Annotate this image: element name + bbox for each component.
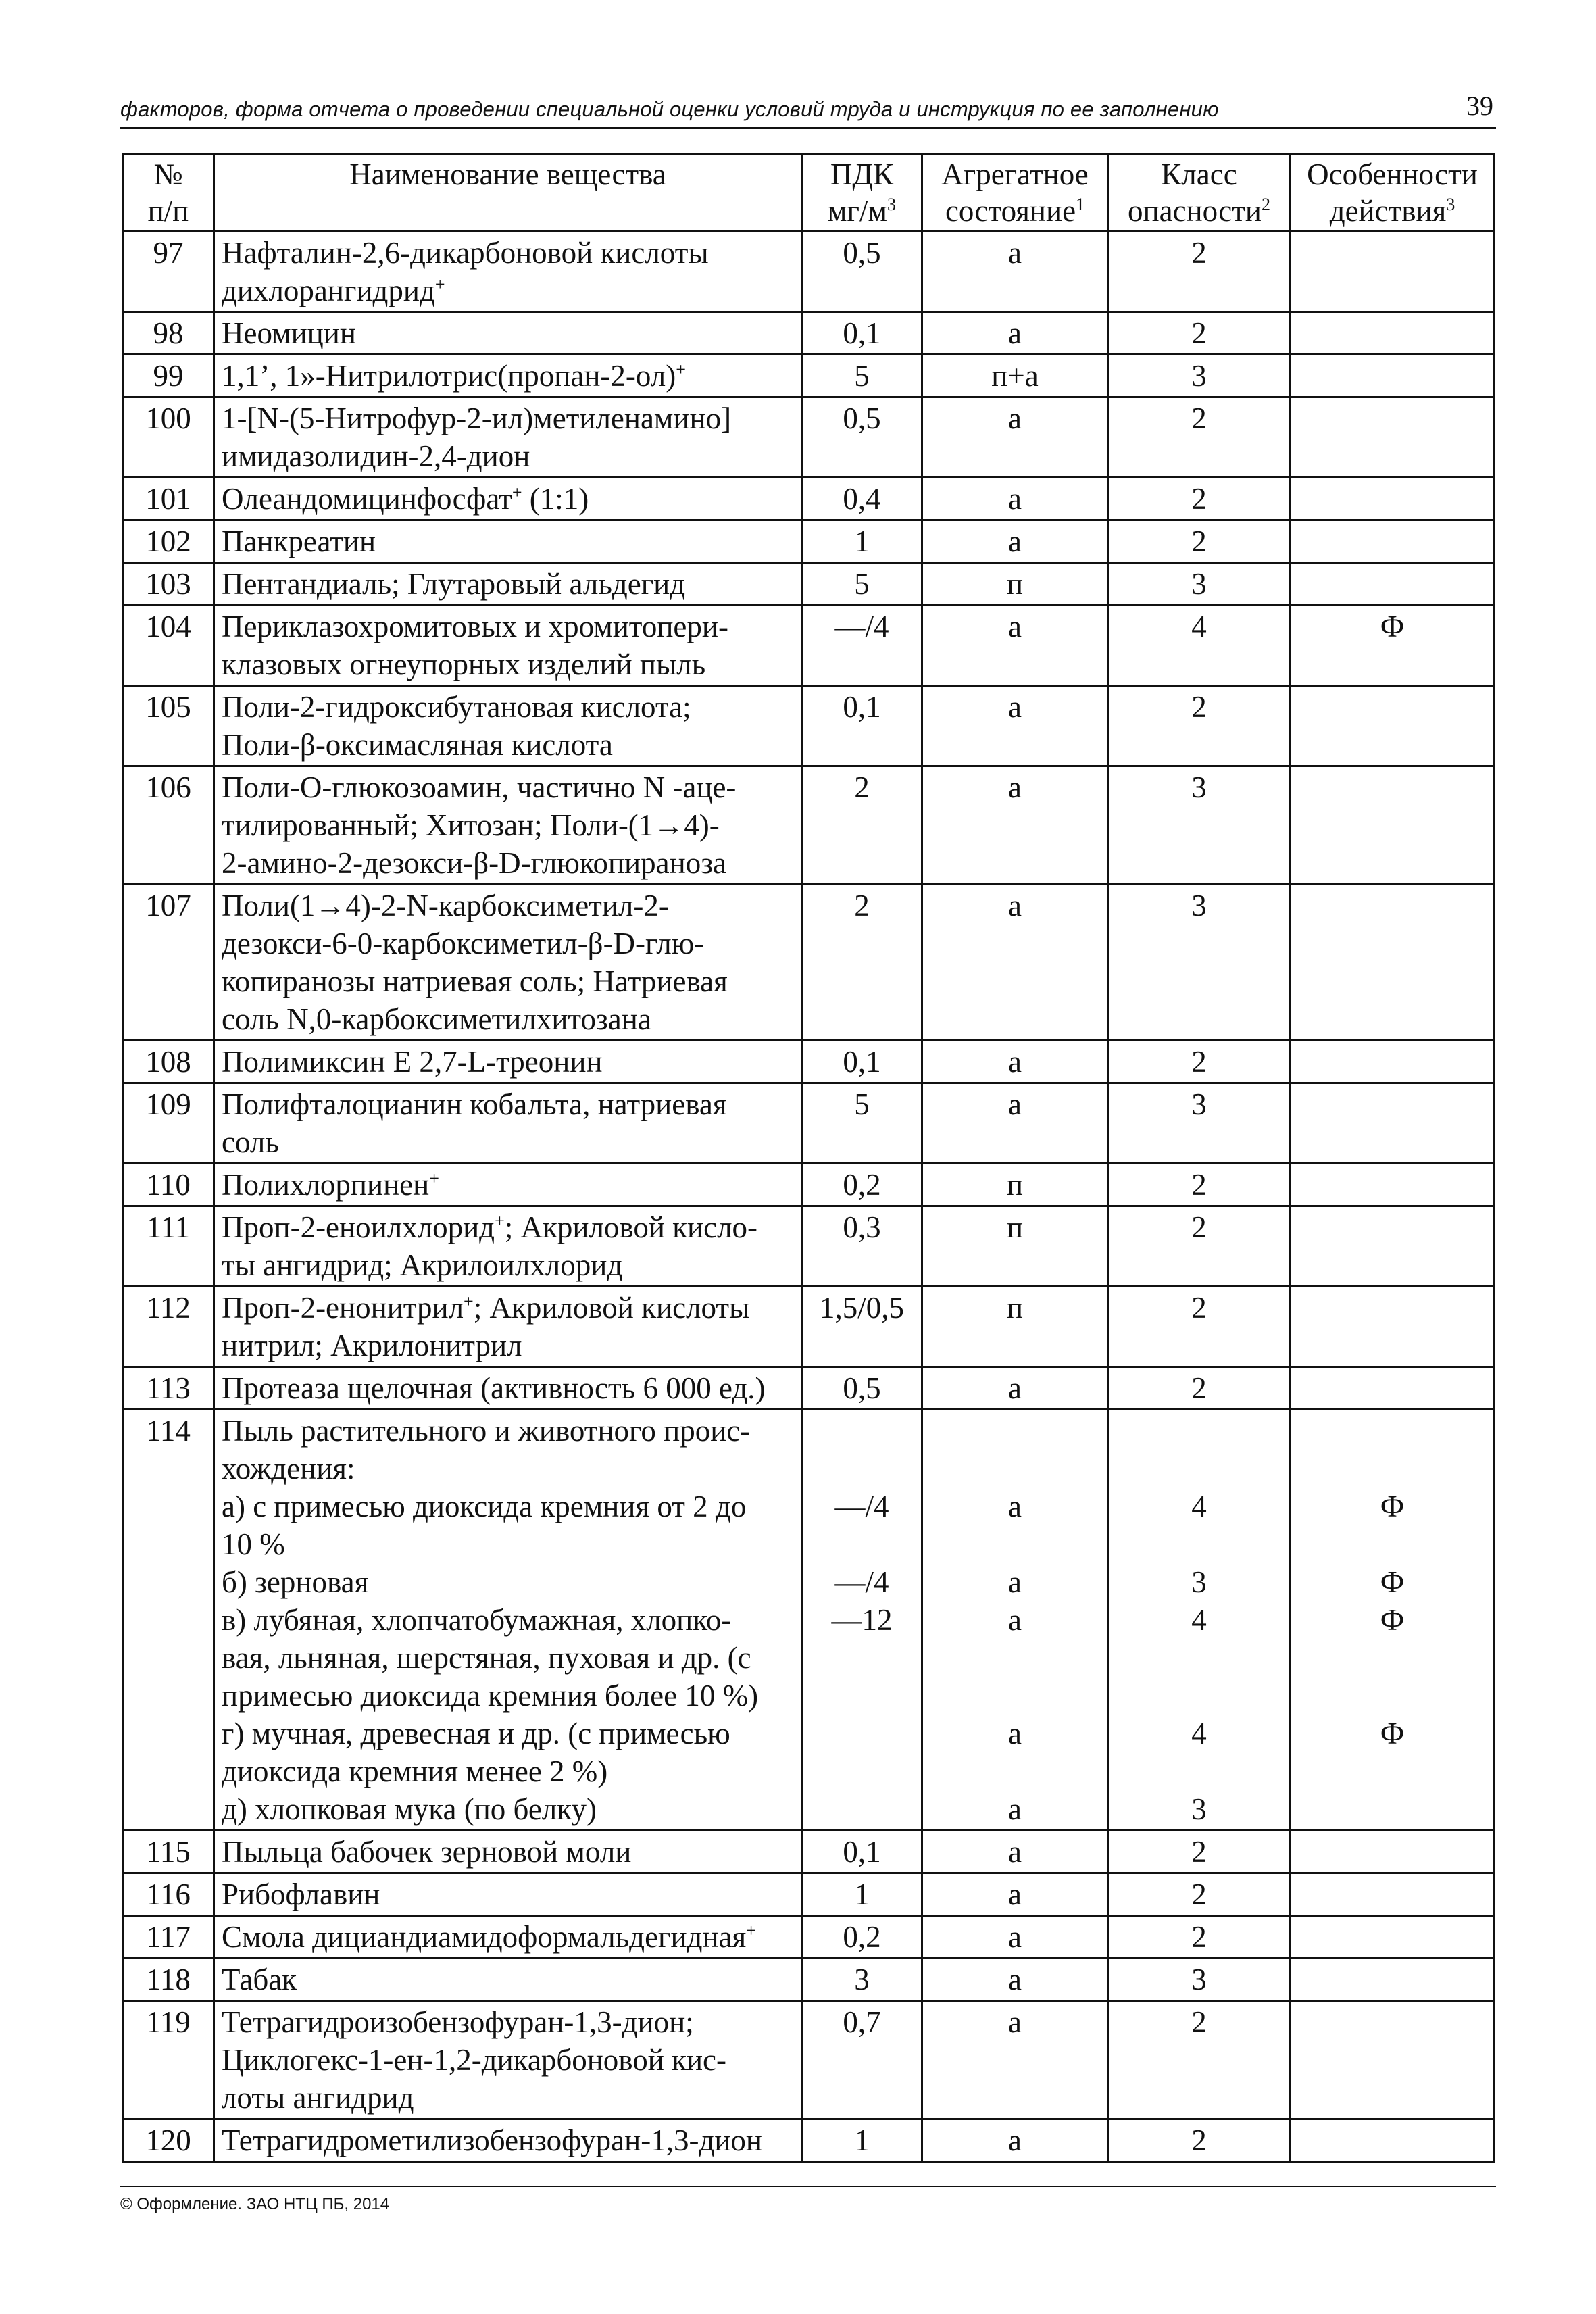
hazard-class: 3 xyxy=(1108,1083,1291,1164)
name-line: Смола дициандиамидоформальдегидная+ xyxy=(222,1920,756,1954)
spacer-line xyxy=(930,1450,1100,1487)
superscript: + xyxy=(495,1211,505,1231)
hazard-class: 3 xyxy=(1108,563,1291,606)
row-number: 99 xyxy=(123,355,214,397)
row-number: 103 xyxy=(123,563,214,606)
table-row xyxy=(123,1831,1495,1873)
name-line: Нафталин-2,6-дикарбоновой кислоты xyxy=(222,236,709,270)
hazard-class: 3 xyxy=(1108,766,1291,885)
substance-name xyxy=(214,397,802,478)
aggregate-state: п xyxy=(922,563,1108,606)
row-number: 101 xyxy=(123,478,214,520)
sub-item-value: 4 xyxy=(1191,1717,1207,1750)
pdk-value: 0,7 xyxy=(802,2001,922,2119)
substance-name xyxy=(214,1831,802,1873)
row-number: 112 xyxy=(123,1287,214,1367)
substance-name xyxy=(214,606,802,686)
table-row xyxy=(123,520,1495,563)
spacer-line xyxy=(809,1639,914,1677)
pdk-value: 1 xyxy=(802,2119,922,2162)
table-row xyxy=(123,1367,1495,1410)
aggregate-state: а xyxy=(922,686,1108,766)
pdk-value: 3 xyxy=(802,1959,922,2001)
pdk-value: 5 xyxy=(802,355,922,397)
aggregate-state xyxy=(922,1410,1108,1831)
name-line: Поли-О-глюкозоамин, частично N -аце- xyxy=(222,770,737,804)
pdk-value: 0,5 xyxy=(802,1367,922,1410)
row-number: 106 xyxy=(123,766,214,885)
name-line: Поли-β-оксимасляная кислота xyxy=(222,728,613,762)
superscript: + xyxy=(512,483,522,502)
substance-name xyxy=(214,2119,802,2162)
table-row xyxy=(123,606,1495,686)
hazard-class: 2 xyxy=(1108,520,1291,563)
sub-item-value xyxy=(1298,1790,1487,1828)
row-number: 117 xyxy=(123,1916,214,1959)
substance-name xyxy=(214,563,802,606)
name-line: Полимиксин Е 2,7-L-треонин xyxy=(222,1045,603,1079)
action-feature xyxy=(1291,1164,1495,1206)
sub-item-value: —12 xyxy=(831,1603,893,1637)
action-feature xyxy=(1291,312,1495,355)
hazard-class: 2 xyxy=(1108,1206,1291,1287)
table-row xyxy=(123,766,1495,885)
sub-item-value: 4 xyxy=(1191,1490,1207,1523)
table-row xyxy=(123,1916,1495,1959)
pdk-value: 0,1 xyxy=(802,312,922,355)
sub-item-value: а xyxy=(1008,1490,1022,1523)
action-feature xyxy=(1291,2001,1495,2119)
header-substance-name: Наименование вещества xyxy=(214,154,802,232)
spacer-line xyxy=(1116,1677,1282,1715)
table-row xyxy=(123,1164,1495,1206)
header-number: № п/п xyxy=(123,154,214,232)
sub-item-line: в) лубяная, хлопчатобумажная, хлопко- xyxy=(222,1603,732,1637)
sub-item-line: а) с примесью диоксида кремния от 2 до xyxy=(222,1490,747,1523)
action-feature xyxy=(1291,397,1495,478)
row-number: 119 xyxy=(123,2001,214,2119)
pdk-value xyxy=(802,1410,922,1831)
aggregate-state: а xyxy=(922,1873,1108,1916)
table-row xyxy=(123,1287,1495,1367)
aggregate-state: а xyxy=(922,1959,1108,2001)
action-feature xyxy=(1291,1873,1495,1916)
table-row xyxy=(123,1410,1495,1831)
substance-name xyxy=(214,686,802,766)
footer-copyright: © Оформление. ЗАО НТЦ ПБ, 2014 xyxy=(120,2195,390,2213)
row-number: 100 xyxy=(123,397,214,478)
sub-item-value: а xyxy=(1008,1565,1022,1599)
pdk-value: 5 xyxy=(802,1083,922,1164)
name-line: Циклогекс-1-ен-1,2-дикарбоновой кис- xyxy=(222,2043,726,2077)
pdk-value: 2 xyxy=(802,766,922,885)
spacer-line xyxy=(809,1412,914,1450)
sub-item-line: вая, льняная, шерстяная, пуховая и др. (с xyxy=(222,1641,751,1675)
action-feature xyxy=(1291,232,1495,312)
name-line: имидазолидин-2,4-дион xyxy=(222,439,530,473)
row-number: 111 xyxy=(123,1206,214,1287)
spacer-line xyxy=(1298,1412,1487,1450)
name-line: Проп-2-еноилхлорид+; Акриловой кисло- xyxy=(222,1210,758,1244)
superscript: + xyxy=(464,1291,474,1311)
sub-item-value: Ф xyxy=(1380,1603,1405,1637)
action-feature xyxy=(1291,1367,1495,1410)
sub-item-value xyxy=(809,1790,914,1828)
name-line: ты ангидрид; Акрилоилхлорид xyxy=(222,1248,623,1282)
table-row xyxy=(123,355,1495,397)
hazard-class: 3 xyxy=(1108,885,1291,1041)
aggregate-state: а xyxy=(922,606,1108,686)
pdk-value: 2 xyxy=(802,885,922,1041)
substance-name xyxy=(214,1164,802,1206)
table-row xyxy=(123,2119,1495,2162)
aggregate-state: а xyxy=(922,1041,1108,1083)
name-line: Табак xyxy=(222,1963,297,1996)
sub-item-value: а xyxy=(1008,1603,1022,1637)
name-line: копиранозы натриевая соль; Натриевая xyxy=(222,964,728,998)
table-row xyxy=(123,686,1495,766)
hazard-class: 2 xyxy=(1108,2001,1291,2119)
substance-name xyxy=(214,355,802,397)
sub-item-value xyxy=(809,1715,914,1752)
substance-name xyxy=(214,1287,802,1367)
name-line: клазовых огнеупорных изделий пыль xyxy=(222,647,706,681)
spacer-line xyxy=(1116,1525,1282,1563)
aggregate-state: а xyxy=(922,520,1108,563)
action-feature xyxy=(1291,1206,1495,1287)
pdk-value: 0,2 xyxy=(802,1916,922,1959)
spacer-line xyxy=(1116,1639,1282,1677)
table-row xyxy=(123,885,1495,1041)
aggregate-state: а xyxy=(922,1831,1108,1873)
page-number: 39 xyxy=(1466,91,1493,121)
spacer-line xyxy=(1298,1450,1487,1487)
pdk-value: 5 xyxy=(802,563,922,606)
pdk-value: 0,3 xyxy=(802,1206,922,1287)
name-line: Тетрагидроизобензофуран-1,3-дион; xyxy=(222,2005,694,2039)
table-row xyxy=(123,2001,1495,2119)
action-feature xyxy=(1291,1287,1495,1367)
substance-name xyxy=(214,520,802,563)
spacer-line xyxy=(1298,1752,1487,1790)
header-hazard-class: Класс опасности$^2$ xyxy=(1108,154,1291,232)
superscript: + xyxy=(746,1921,756,1940)
row-number: 102 xyxy=(123,520,214,563)
sub-item-value: Ф xyxy=(1380,1717,1405,1750)
aggregate-state: а xyxy=(922,478,1108,520)
name-line: хождения: xyxy=(222,1452,355,1485)
name-line: 1,1’, 1»-Нитрилотрис(пропан-2-ол)+ xyxy=(222,359,686,393)
action-feature xyxy=(1291,686,1495,766)
action-feature xyxy=(1291,520,1495,563)
substance-name xyxy=(214,1367,802,1410)
table-body xyxy=(123,232,1495,2162)
aggregate-state: а xyxy=(922,312,1108,355)
substance-name xyxy=(214,1041,802,1083)
spacer-line xyxy=(1298,1639,1487,1677)
substance-name xyxy=(214,232,802,312)
hazard-class: 2 xyxy=(1108,312,1291,355)
name-line: Поли(1→4)-2-N-карбоксиметил-2- xyxy=(222,889,669,922)
sub-item-line: д) хлопковая мука (по белку) xyxy=(222,1792,597,1826)
name-line: 2-амино-2-дезокси-β-D-глюкопираноза xyxy=(222,846,726,880)
substance-name xyxy=(214,885,802,1041)
spacer-line xyxy=(930,1525,1100,1563)
action-feature xyxy=(1291,1083,1495,1164)
aggregate-state: а xyxy=(922,2001,1108,2119)
row-number: 107 xyxy=(123,885,214,1041)
pdk-value: 1 xyxy=(802,520,922,563)
pdk-value: 0,1 xyxy=(802,1041,922,1083)
action-feature xyxy=(1291,885,1495,1041)
name-line: тилированный; Хитозан; Поли-(1→4)- xyxy=(222,808,720,842)
superscript: + xyxy=(676,360,686,379)
name-line: дезокси-6-0-карбоксиметил-β-D-глю- xyxy=(222,927,705,960)
spacer-line xyxy=(930,1639,1100,1677)
spacer-line xyxy=(1116,1752,1282,1790)
sub-item-line: г) мучная, древесная и др. (с примесью xyxy=(222,1717,730,1750)
pdk-value: 0,5 xyxy=(802,397,922,478)
sub-item-value: 4 xyxy=(1191,1603,1207,1637)
pdk-value: 1 xyxy=(802,1873,922,1916)
row-number: 109 xyxy=(123,1083,214,1164)
name-line: Периклазохромитовых и хромитопери- xyxy=(222,610,728,643)
pdk-value: 0,1 xyxy=(802,686,922,766)
footer-rule xyxy=(120,2186,1496,2187)
sub-item-line: диоксида кремния менее 2 %) xyxy=(222,1754,608,1788)
substances-table xyxy=(122,153,1495,2163)
name-line: Пыль растительного и животного проис- xyxy=(222,1414,751,1448)
hazard-class: 2 xyxy=(1108,1164,1291,1206)
row-number: 114 xyxy=(123,1410,214,1831)
name-line: Олеандомицинфосфат+ (1:1) xyxy=(222,482,589,516)
table-row xyxy=(123,563,1495,606)
name-line: 1-[N-(5-Нитрофур-2-ил)метиленамино] xyxy=(222,401,732,435)
sub-item-value: 3 xyxy=(1191,1565,1207,1599)
table-row xyxy=(123,1041,1495,1083)
sub-item-value: —/4 xyxy=(834,1565,889,1599)
aggregate-state: п xyxy=(922,1206,1108,1287)
action-feature xyxy=(1291,1831,1495,1873)
name-line: Неомицин xyxy=(222,316,356,350)
name-line: Протеаза щелочная (активность 6 000 ед.) xyxy=(222,1371,766,1405)
spacer-line xyxy=(809,1677,914,1715)
hazard-class: 4 xyxy=(1108,606,1291,686)
substance-name xyxy=(214,1410,802,1831)
table-row xyxy=(123,312,1495,355)
spacer-line xyxy=(809,1450,914,1487)
aggregate-state: а xyxy=(922,766,1108,885)
aggregate-state: а xyxy=(922,1083,1108,1164)
hazard-class: 2 xyxy=(1108,686,1291,766)
hazard-class: 2 xyxy=(1108,1831,1291,1873)
row-number: 110 xyxy=(123,1164,214,1206)
table-row xyxy=(123,1083,1495,1164)
row-number: 115 xyxy=(123,1831,214,1873)
aggregate-state: а xyxy=(922,1916,1108,1959)
sub-item-value: а xyxy=(1008,1717,1022,1750)
table-row xyxy=(123,478,1495,520)
sub-item-value: —/4 xyxy=(834,1490,889,1523)
substance-name xyxy=(214,1916,802,1959)
row-number: 120 xyxy=(123,2119,214,2162)
name-line: Поли-2-гидроксибутановая кислота; xyxy=(222,690,691,724)
spacer-line xyxy=(930,1412,1100,1450)
hazard-class: 2 xyxy=(1108,1041,1291,1083)
action-feature xyxy=(1291,1410,1495,1831)
substance-name xyxy=(214,1083,802,1164)
name-line: соль xyxy=(222,1125,279,1159)
aggregate-state: п xyxy=(922,1164,1108,1206)
running-header xyxy=(120,89,1496,129)
name-line: Пентандиаль; Глутаровый альдегид xyxy=(222,567,686,601)
pdk-value: —/4 xyxy=(802,606,922,686)
sub-item-line: 10 % xyxy=(222,1527,285,1561)
row-number: 113 xyxy=(123,1367,214,1410)
name-line: Рибофлавин xyxy=(222,1877,380,1911)
action-feature xyxy=(1291,1916,1495,1959)
sub-item-value: Ф xyxy=(1380,1565,1405,1599)
hazard-class: 2 xyxy=(1108,1367,1291,1410)
pdk-value: 0,1 xyxy=(802,1831,922,1873)
pdk-value: 0,4 xyxy=(802,478,922,520)
name-line: нитрил; Акрилонитрил xyxy=(222,1329,522,1362)
spacer-line xyxy=(930,1677,1100,1715)
hazard-class: 3 xyxy=(1108,355,1291,397)
pdk-value: 0,5 xyxy=(802,232,922,312)
header-aggregate-state: Агрегатное состояние$^1$ xyxy=(922,154,1108,232)
aggregate-state: а xyxy=(922,1367,1108,1410)
row-number: 108 xyxy=(123,1041,214,1083)
name-line: дихлорангидрид+ xyxy=(222,274,445,307)
row-number: 116 xyxy=(123,1873,214,1916)
aggregate-state: п xyxy=(922,1287,1108,1367)
table-row xyxy=(123,397,1495,478)
spacer-line xyxy=(809,1525,914,1563)
table-row xyxy=(123,1873,1495,1916)
action-feature xyxy=(1291,1959,1495,2001)
pdk-value: 0,2 xyxy=(802,1164,922,1206)
hazard-class: 2 xyxy=(1108,397,1291,478)
aggregate-state: п+а xyxy=(922,355,1108,397)
running-title: факторов, форма отчета о проведении специальной оценки условий труда и инструкция по ее заполнению xyxy=(120,97,1219,121)
aggregate-state: а xyxy=(922,2119,1108,2162)
action-feature xyxy=(1291,563,1495,606)
substance-name xyxy=(214,1873,802,1916)
sub-item-line: примесью диоксида кремния более 10 %) xyxy=(222,1679,759,1713)
substance-name xyxy=(214,1206,802,1287)
sub-item-value: Ф xyxy=(1380,1490,1405,1523)
spacer-line xyxy=(1298,1677,1487,1715)
row-number: 118 xyxy=(123,1959,214,2001)
table-row xyxy=(123,232,1495,312)
substance-name xyxy=(214,2001,802,2119)
hazard-class: 2 xyxy=(1108,1287,1291,1367)
name-line: Пыльца бабочек зерновой моли xyxy=(222,1835,632,1869)
spacer-line xyxy=(930,1752,1100,1790)
spacer-line xyxy=(1298,1525,1487,1563)
table-row xyxy=(123,1959,1495,2001)
header-pdk: ПДК $мг/м^3$ xyxy=(802,154,922,232)
hazard-class: 2 xyxy=(1108,1916,1291,1959)
name-line: Проп-2-енонитрил+; Акриловой кислоты xyxy=(222,1291,750,1325)
aggregate-state: а xyxy=(922,885,1108,1041)
action-feature xyxy=(1291,2119,1495,2162)
table-row xyxy=(123,1206,1495,1287)
hazard-class: 2 xyxy=(1108,2119,1291,2162)
substance-name xyxy=(214,1959,802,2001)
substance-name xyxy=(214,766,802,885)
row-number: 105 xyxy=(123,686,214,766)
name-line: Панкреатин xyxy=(222,524,376,558)
hazard-class: 2 xyxy=(1108,1873,1291,1916)
hazard-class: 2 xyxy=(1108,478,1291,520)
row-number: 104 xyxy=(123,606,214,686)
sub-item-value: 3 xyxy=(1191,1792,1207,1826)
row-number: 97 xyxy=(123,232,214,312)
hazard-class xyxy=(1108,1410,1291,1831)
substance-name xyxy=(214,312,802,355)
hazard-class: 3 xyxy=(1108,1959,1291,2001)
aggregate-state: а xyxy=(922,232,1108,312)
name-line: Полифталоцианин кобальта, натриевая xyxy=(222,1087,727,1121)
aggregate-state: а xyxy=(922,397,1108,478)
action-feature: Ф xyxy=(1291,606,1495,686)
name-line: Полихлорпинен+ xyxy=(222,1168,439,1202)
action-feature xyxy=(1291,355,1495,397)
action-feature xyxy=(1291,478,1495,520)
name-line: Тетрагидрометилизобензофуран-1,3-дион xyxy=(222,2123,763,2157)
substance-name xyxy=(214,478,802,520)
sub-item-line: б) зерновая xyxy=(222,1565,369,1599)
row-number: 98 xyxy=(123,312,214,355)
sub-item-value: а xyxy=(1008,1792,1022,1826)
superscript: + xyxy=(434,274,445,294)
pdk-value: 1,5/0,5 xyxy=(802,1287,922,1367)
name-line: лоты ангидрид xyxy=(222,2081,414,2115)
action-feature xyxy=(1291,1041,1495,1083)
spacer-line xyxy=(1116,1450,1282,1487)
name-line: соль N,0-карбоксиметилхитозана xyxy=(222,1002,651,1036)
hazard-class: 2 xyxy=(1108,232,1291,312)
superscript: + xyxy=(429,1168,439,1188)
action-feature xyxy=(1291,766,1495,885)
spacer-line xyxy=(809,1752,914,1790)
table-header-row xyxy=(123,154,1495,232)
header-action-features: Особенности действия$^3$ xyxy=(1291,154,1495,232)
spacer-line xyxy=(1116,1412,1282,1450)
